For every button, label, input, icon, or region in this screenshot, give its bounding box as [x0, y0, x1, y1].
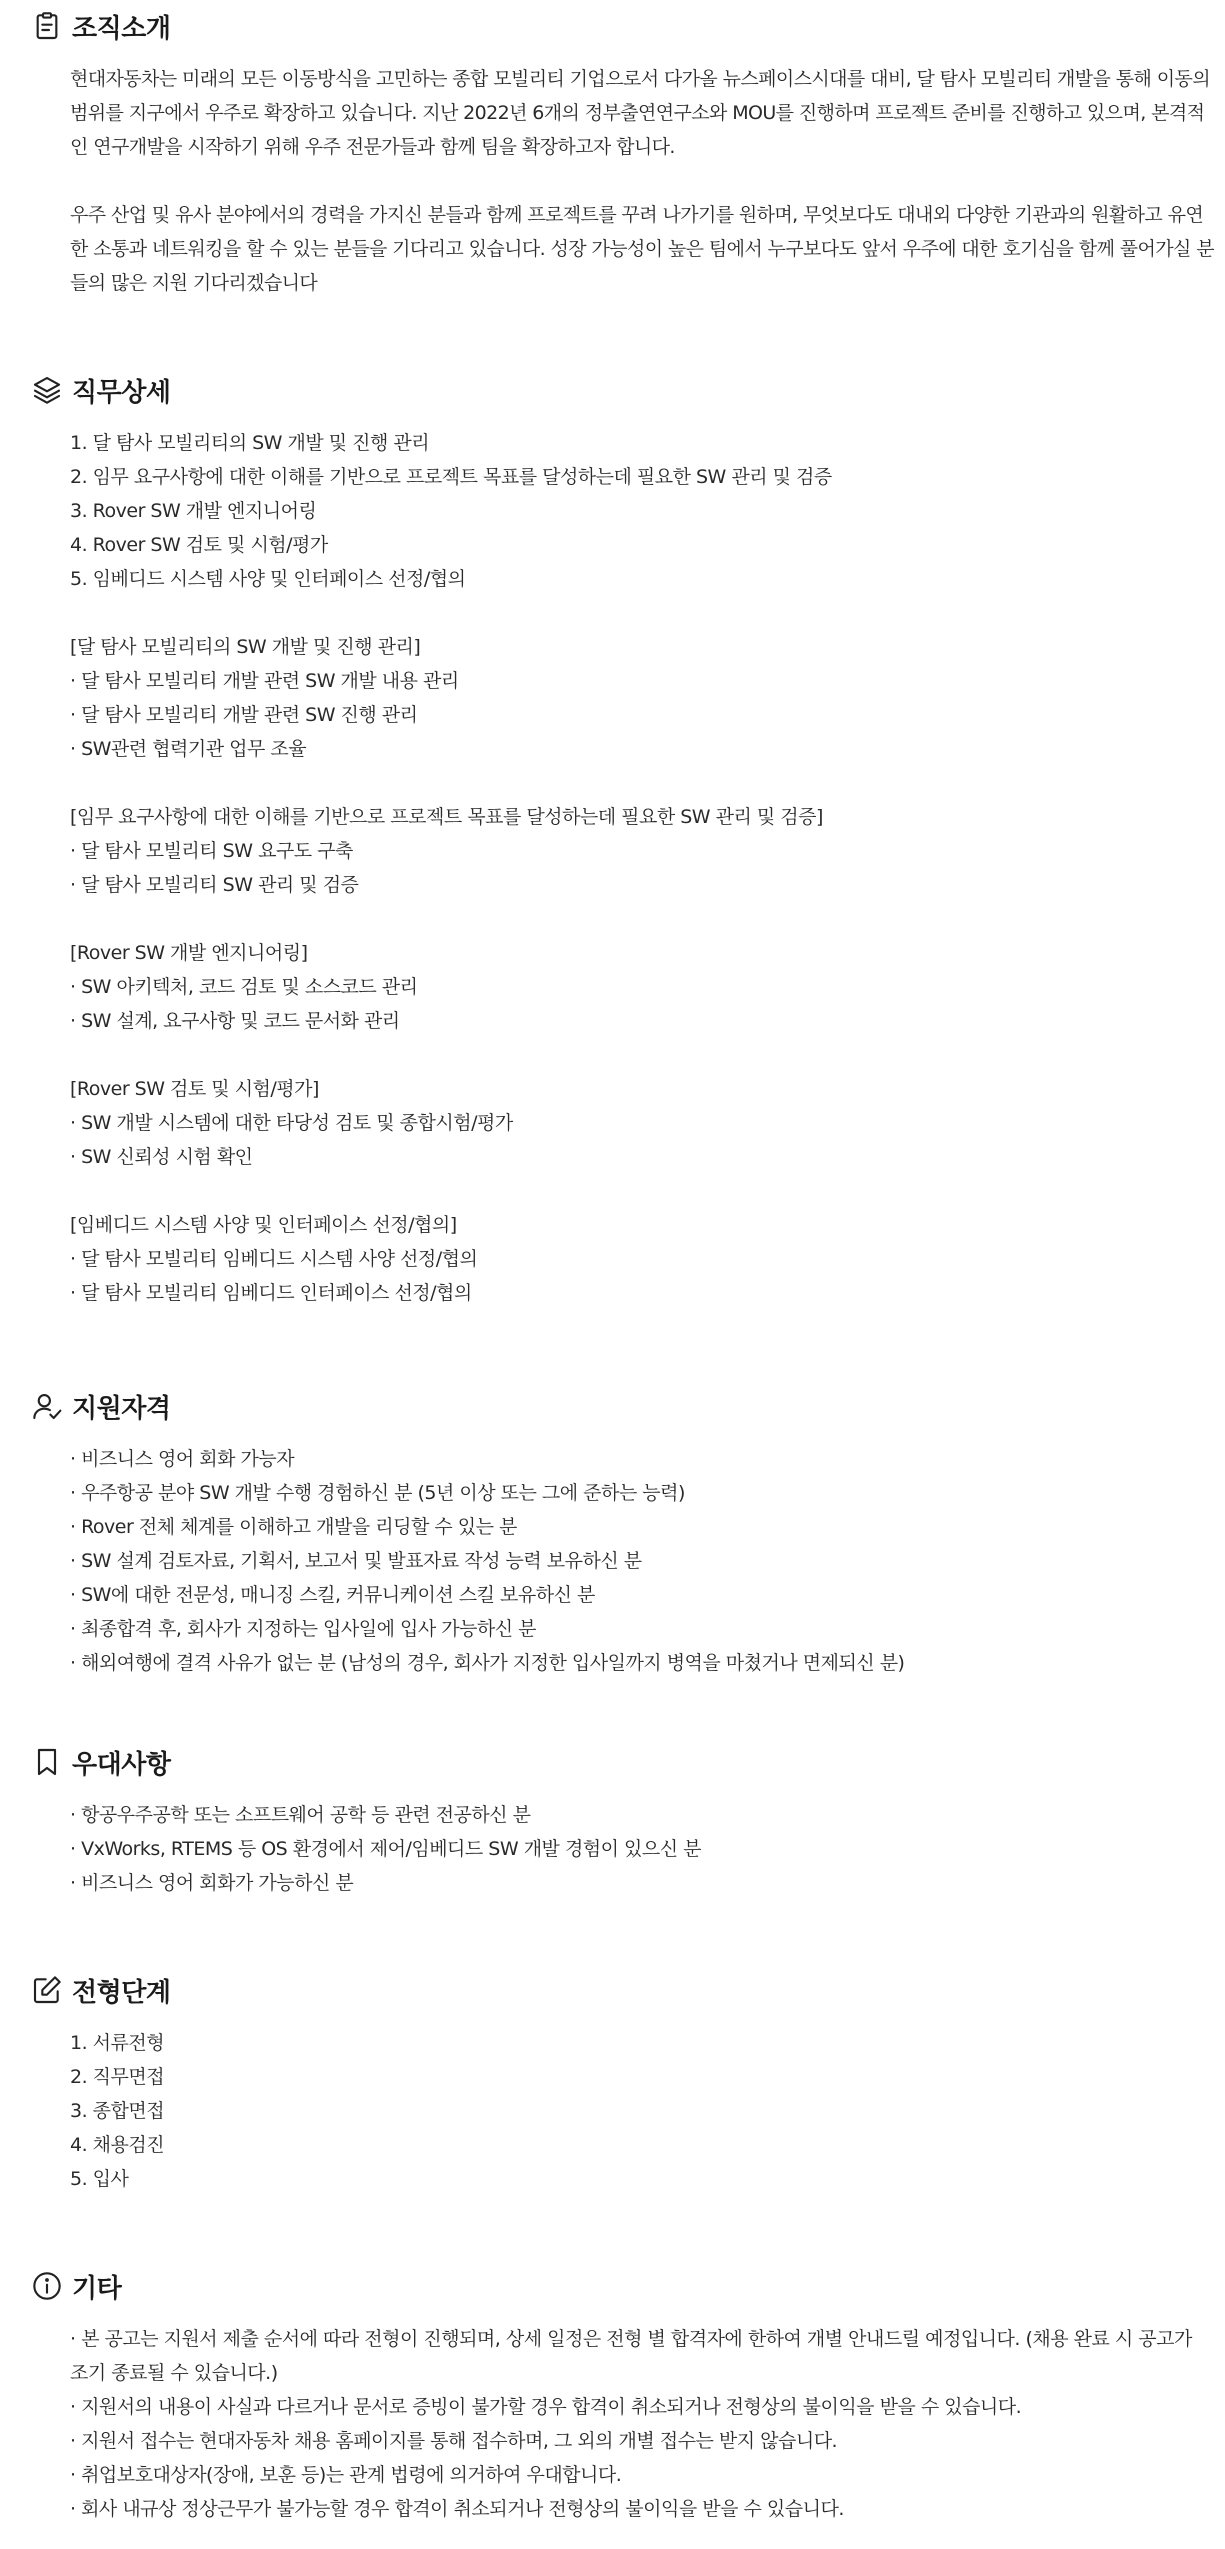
list-item: 1. 달 탐사 모빌리티의 SW 개발 및 진행 관리: [70, 432, 430, 454]
list-item: · 달 탐사 모빌리티 임베디드 시스템 사양 선정/협의: [70, 1248, 478, 1270]
section-body: [70, 2026, 1215, 2196]
list-item: · SW 신뢰성 시험 확인: [70, 1146, 253, 1168]
paragraph: 현대자동차는 미래의 모든 이동방식을 고민하는 종합 모빌리티 기업으로서 다가올 뉴스페이스시대를 대비, 달 탐사 모빌리티 개발을 통해 이동의 범위를 지구에서 우주로 확장하고 있습니다. 지난 2022년 6개의 정부출연연구소와 MOU를 진행하며 프로젝트 준비를 진행하고 있으며, 본격적인 연구개발을 시작하기 위해 우주 전문가들과 함께 팀을 확장하고자 합니다.: [70, 68, 1210, 158]
edit-icon: [30, 1973, 64, 2007]
section-title: 기타: [72, 2273, 122, 2304]
list-item: · 달 탐사 모빌리티 개발 관련 SW 진행 관리: [70, 704, 418, 726]
list-item: · 회사 내규상 정상근무가 불가능할 경우 합격이 취소되거나 전형상의 불이익을 받을 수 있습니다.: [70, 2498, 844, 2520]
list-item: · SW 아키텍처, 코드 검토 및 소스코드 관리: [70, 976, 418, 998]
list-item: 2. 임무 요구사항에 대한 이해를 기반으로 프로젝트 목표를 달성하는데 필요한 SW 관리 및 검증: [70, 466, 832, 488]
list-item: · 달 탐사 모빌리티 SW 관리 및 검증: [70, 874, 359, 896]
group-heading: [임무 요구사항에 대한 이해를 기반으로 프로젝트 목표를 달성하는데 필요한 SW 관리 및 검증]: [70, 806, 823, 828]
list-item: · 취업보호대상자(장애, 보훈 등)는 관계 법령에 의거하여 우대합니다.: [70, 2464, 622, 2486]
list-item: · 달 탐사 모빌리티 임베디드 인터페이스 선정/협의: [70, 1282, 472, 1304]
list-item: 1. 서류전형: [70, 2032, 165, 2054]
list-item: · 비즈니스 영어 회화가 가능하신 분: [70, 1872, 354, 1894]
list-item: · 지원서 접수는 현대자동차 채용 홈페이지를 통해 접수하며, 그 외의 개별 접수는 받지 않습니다.: [70, 2430, 838, 2452]
list-item: · SW관련 협력기관 업무 조율: [70, 738, 307, 760]
section-body: [70, 426, 1215, 1310]
list-item: 3. 종합면접: [70, 2100, 165, 2122]
bookmark-icon: [30, 1745, 64, 1779]
group-heading: [Rover SW 검토 및 시험/평가]: [70, 1078, 319, 1100]
list-item: · SW에 대한 전문성, 매니징 스킬, 커뮤니케이션 스킬 보유하신 분: [70, 1584, 595, 1606]
section-title: 조직소개: [72, 13, 171, 44]
list-item: · 지원서의 내용이 사실과 다르거나 문서로 증빙이 불가할 경우 합격이 취소되거나 전형상의 불이익을 받을 수 있습니다.: [70, 2396, 1022, 2418]
list-item: · SW 설계 검토자료, 기획서, 보고서 및 발표자료 작성 능력 보유하신 분: [70, 1550, 642, 1572]
section-header: [30, 1970, 170, 2010]
list-item: · Rover 전체 체계를 이해하고 개발을 리딩할 수 있는 분: [70, 1516, 517, 1538]
section-header: [30, 6, 170, 46]
section-header: [30, 1386, 170, 1426]
section-header: [30, 370, 170, 410]
list-item: · 달 탐사 모빌리티 SW 요구도 구축: [70, 840, 353, 862]
list-item: · 항공우주공학 또는 소프트웨어 공학 등 관련 전공하신 분: [70, 1804, 531, 1826]
list-item: · 해외여행에 결격 사유가 없는 분 (남성의 경우, 회사가 지정한 입사일까지 병역을 마쳤거나 면제되신 분): [70, 1652, 905, 1674]
section-title: 지원자격: [72, 1393, 171, 1424]
list-item: · 비즈니스 영어 회화 가능자: [70, 1448, 295, 1470]
section-body: [70, 1442, 1215, 1680]
group-heading: [달 탐사 모빌리티의 SW 개발 및 진행 관리]: [70, 636, 421, 658]
list-item: · 달 탐사 모빌리티 개발 관련 SW 개발 내용 관리: [70, 670, 459, 692]
layers-icon: [30, 373, 64, 407]
list-item: 3. Rover SW 개발 엔지니어링: [70, 500, 317, 522]
section-body: [70, 62, 1215, 300]
list-item: 5. 입사: [70, 2168, 129, 2190]
section-header: [30, 1742, 170, 1782]
section-body: [70, 2322, 1215, 2526]
paragraph: 우주 산업 및 유사 분야에서의 경력을 가지신 분들과 함께 프로젝트를 꾸려 나가기를 원하며, 무엇보다도 대내외 다양한 기관과의 원활하고 유연한 소통과 네트워킹을 할 수 있는 분들을 기다리고 있습니다. 성장 가능성이 높은 팀에서 누구보다도 앞서 우주에 대한 호기심을 함께 풀어가실 분들의 많은 지원 기다리겠습니다: [70, 204, 1214, 294]
list-item: · SW 설계, 요구사항 및 코드 문서화 관리: [70, 1010, 400, 1032]
list-item: 2. 직무면접: [70, 2066, 165, 2088]
list-item: · VxWorks, RTEMS 등 OS 환경에서 제어/임베디드 SW 개발 경험이 있으신 분: [70, 1838, 701, 1860]
list-item: · 본 공고는 지원서 제출 순서에 따라 전형이 진행되며, 상세 일정은 전형 별 합격자에 한하여 개별 안내드릴 예정입니다. (채용 완료 시 공고가 조기 종료될 수 있습니다.): [70, 2328, 1192, 2384]
group-heading: [Rover SW 개발 엔지니어링]: [70, 942, 308, 964]
list-item: 4. Rover SW 검토 및 시험/평가: [70, 534, 328, 556]
section-title: 전형단계: [72, 1977, 171, 2008]
section-header: [30, 2266, 121, 2306]
list-item: · SW 개발 시스템에 대한 타당성 검토 및 종합시험/평가: [70, 1112, 513, 1134]
user-check-icon: [30, 1389, 64, 1423]
group-heading: [임베디드 시스템 사양 및 인터페이스 선정/협의]: [70, 1214, 457, 1236]
list-item: · 우주항공 분야 SW 개발 수행 경험하신 분 (5년 이상 또는 그에 준하는 능력): [70, 1482, 685, 1504]
list-item: · 최종합격 후, 회사가 지정하는 입사일에 입사 가능하신 분: [70, 1618, 537, 1640]
section-title: 우대사항: [72, 1749, 171, 1780]
list-item: 5. 임베디드 시스템 사양 및 인터페이스 선정/협의: [70, 568, 466, 590]
section-body: [70, 1798, 1215, 1900]
list-item: 4. 채용검진: [70, 2134, 165, 2156]
section-title: 직무상세: [72, 377, 171, 408]
clipboard-icon: [30, 9, 64, 43]
info-icon: [30, 2269, 64, 2303]
